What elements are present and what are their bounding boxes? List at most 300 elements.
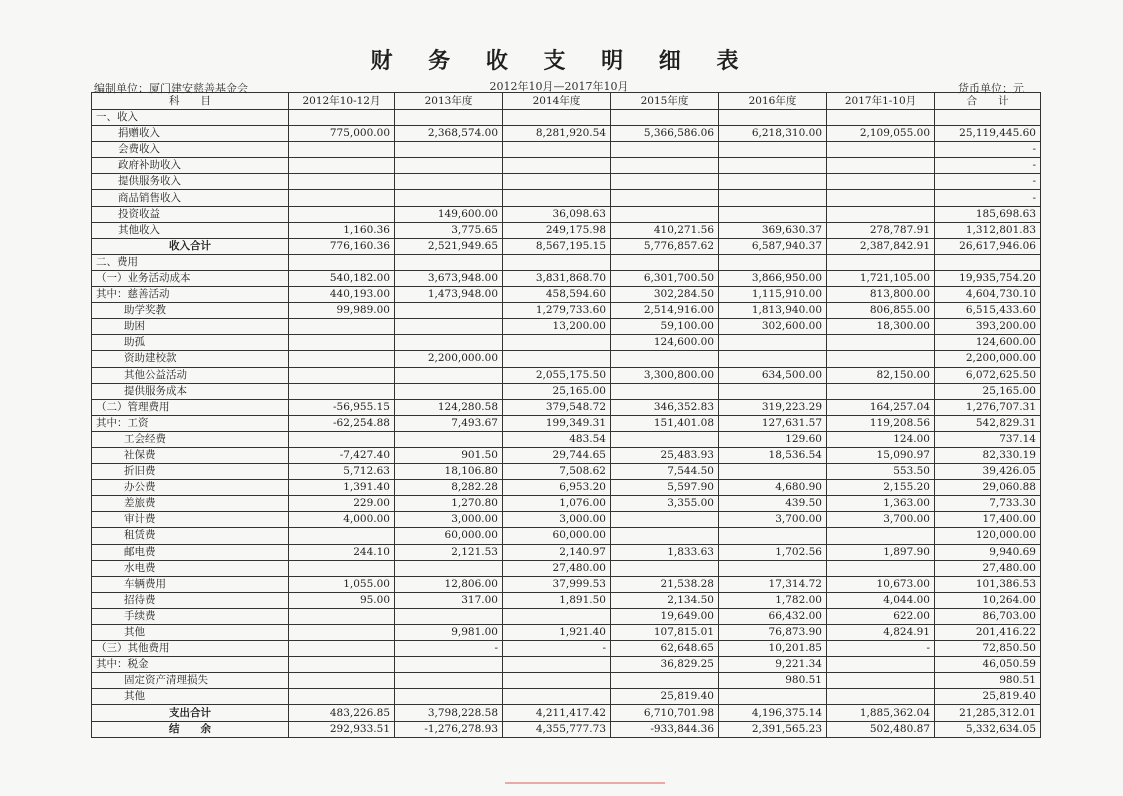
row-value-cell: 2,514,916.00 (611, 303, 719, 319)
row-value-cell: 458,594.60 (503, 287, 611, 303)
row-value-cell: 439.50 (719, 496, 827, 512)
row-value-cell (289, 158, 395, 174)
row-value-cell: 3,775.65 (395, 222, 503, 238)
row-value-cell: - (935, 142, 1041, 158)
row-label: 投资收益 (92, 206, 289, 222)
row-value-cell: 3,300,800.00 (611, 367, 719, 383)
row-value-cell: 46,050.59 (935, 657, 1041, 673)
row-value-cell (719, 335, 827, 351)
row-value-cell (719, 190, 827, 206)
row-value-cell: 540,182.00 (289, 270, 395, 286)
row-value-cell: 483.54 (503, 431, 611, 447)
row-value-cell: 5,712.63 (289, 464, 395, 480)
row-label: 其他 (92, 625, 289, 641)
column-header: 合 计 (935, 93, 1041, 110)
row-value-cell (827, 206, 935, 222)
row-label: 提供服务收入 (92, 174, 289, 190)
row-value-cell: 622.00 (827, 608, 935, 624)
row-value-cell: 2,387,842.91 (827, 238, 935, 254)
row-value-cell: 346,352.83 (611, 399, 719, 415)
row-value-cell: 4,604,730.10 (935, 287, 1041, 303)
row-value-cell (827, 383, 935, 399)
column-header: 2015年度 (611, 93, 719, 110)
row-value-cell: 6,218,310.00 (719, 126, 827, 142)
table-row (92, 625, 1041, 641)
row-value-cell: -56,955.15 (289, 399, 395, 415)
row-value-cell: 8,567,195.15 (503, 238, 611, 254)
row-value-cell: 95.00 (289, 592, 395, 608)
row-value-cell (289, 190, 395, 206)
row-value-cell (503, 657, 611, 673)
row-label: 招待费 (92, 592, 289, 608)
row-value-cell (289, 625, 395, 641)
row-value-cell: 2,134.50 (611, 592, 719, 608)
row-value-cell: 1,115,910.00 (719, 287, 827, 303)
row-value-cell: 9,981.00 (395, 625, 503, 641)
row-value-cell: 4,355,777.73 (503, 721, 611, 737)
row-value-cell: 317.00 (395, 592, 503, 608)
row-value-cell (611, 673, 719, 689)
table-row (92, 415, 1041, 431)
table-row (92, 447, 1041, 463)
row-value-cell: 26,617,946.06 (935, 238, 1041, 254)
row-value-cell (935, 254, 1041, 270)
row-value-cell (719, 560, 827, 576)
row-value-cell: 1,891.50 (503, 592, 611, 608)
row-value-cell: 1,279,733.60 (503, 303, 611, 319)
row-value-cell: 12,806.00 (395, 576, 503, 592)
row-value-cell: 66,432.00 (719, 608, 827, 624)
row-label: 车辆费用 (92, 576, 289, 592)
row-value-cell: 483,226.85 (289, 705, 395, 721)
row-value-cell: 369,630.37 (719, 222, 827, 238)
row-value-cell: 82,330.19 (935, 447, 1041, 463)
row-value-cell: 806,855.00 (827, 303, 935, 319)
row-value-cell: 13,200.00 (503, 319, 611, 335)
row-value-cell: 980.51 (719, 673, 827, 689)
row-value-cell: -1,276,278.93 (395, 721, 503, 737)
row-value-cell: 2,140.97 (503, 544, 611, 560)
row-value-cell: 10,201.85 (719, 641, 827, 657)
table-row (92, 142, 1041, 158)
row-value-cell (395, 335, 503, 351)
row-value-cell: 502,480.87 (827, 721, 935, 737)
column-header: 2012年10-12月 (289, 93, 395, 110)
row-value-cell: 151,401.08 (611, 415, 719, 431)
row-value-cell: 3,798,228.58 (395, 705, 503, 721)
row-value-cell (289, 335, 395, 351)
row-value-cell: 3,355.00 (611, 496, 719, 512)
row-value-cell (827, 351, 935, 367)
row-label: 一、收入 (92, 110, 289, 126)
row-label: 商品销售收入 (92, 190, 289, 206)
row-label: 二、费用 (92, 254, 289, 270)
row-value-cell (503, 351, 611, 367)
row-value-cell: - (935, 190, 1041, 206)
row-value-cell: 9,940.69 (935, 544, 1041, 560)
row-value-cell: 19,649.00 (611, 608, 719, 624)
row-value-cell: 3,000.00 (395, 512, 503, 528)
row-value-cell: 292,933.51 (289, 721, 395, 737)
row-value-cell: 2,055,175.50 (503, 367, 611, 383)
row-value-cell (611, 351, 719, 367)
row-value-cell: 4,000.00 (289, 512, 395, 528)
row-value-cell: 29,060.88 (935, 480, 1041, 496)
row-label: 固定资产清理损失 (92, 673, 289, 689)
row-value-cell: 249,175.98 (503, 222, 611, 238)
row-value-cell: 1,885,362.04 (827, 705, 935, 721)
row-value-cell: 440,193.00 (289, 287, 395, 303)
row-value-cell: 3,700.00 (719, 512, 827, 528)
row-value-cell: 86,703.00 (935, 608, 1041, 624)
row-value-cell: 2,109,055.00 (827, 126, 935, 142)
row-value-cell: 25,165.00 (935, 383, 1041, 399)
row-value-cell: 3,866,950.00 (719, 270, 827, 286)
row-value-cell: 278,787.91 (827, 222, 935, 238)
row-value-cell: 99,989.00 (289, 303, 395, 319)
row-value-cell (611, 206, 719, 222)
row-value-cell: 15,090.97 (827, 447, 935, 463)
row-value-cell: 25,483.93 (611, 447, 719, 463)
row-value-cell: 72,850.50 (935, 641, 1041, 657)
row-value-cell (719, 351, 827, 367)
row-value-cell (395, 431, 503, 447)
row-value-cell (395, 142, 503, 158)
row-value-cell (503, 142, 611, 158)
row-value-cell: 27,480.00 (503, 560, 611, 576)
table-row (92, 335, 1041, 351)
row-label: 租赁费 (92, 528, 289, 544)
row-value-cell: 3,700.00 (827, 512, 935, 528)
row-value-cell: 2,155.20 (827, 480, 935, 496)
row-value-cell (827, 673, 935, 689)
row-value-cell: 124,280.58 (395, 399, 503, 415)
row-value-cell: 4,196,375.14 (719, 705, 827, 721)
row-value-cell: 39,426.05 (935, 464, 1041, 480)
currency-label: 货币单位：元 (958, 82, 1024, 95)
row-value-cell (289, 319, 395, 335)
row-value-cell (827, 174, 935, 190)
row-label: 其中：税金 (92, 657, 289, 673)
row-value-cell (395, 190, 503, 206)
row-value-cell: 776,160.36 (289, 238, 395, 254)
row-value-cell (503, 335, 611, 351)
row-value-cell: 101,386.53 (935, 576, 1041, 592)
row-value-cell: 6,072,625.50 (935, 367, 1041, 383)
table-row (92, 190, 1041, 206)
row-value-cell (289, 689, 395, 705)
row-value-cell (719, 174, 827, 190)
row-value-cell: 7,733.30 (935, 496, 1041, 512)
row-value-cell (719, 110, 827, 126)
row-value-cell (611, 560, 719, 576)
row-label: 助学奖教 (92, 303, 289, 319)
row-value-cell (611, 142, 719, 158)
row-value-cell: 319,223.29 (719, 399, 827, 415)
table-row (92, 560, 1041, 576)
row-label: 其他公益活动 (92, 367, 289, 383)
row-label: 提供服务成本 (92, 383, 289, 399)
row-value-cell (395, 560, 503, 576)
table-row (92, 641, 1041, 657)
row-value-cell: 1,055.00 (289, 576, 395, 592)
row-value-cell: 2,391,565.23 (719, 721, 827, 737)
row-value-cell: 1,782.00 (719, 592, 827, 608)
row-value-cell: 2,200,000.00 (395, 351, 503, 367)
row-value-cell: 901.50 (395, 447, 503, 463)
row-label: 手续费 (92, 608, 289, 624)
table-row (92, 254, 1041, 270)
row-value-cell: 19,935,754.20 (935, 270, 1041, 286)
row-value-cell (395, 319, 503, 335)
table-row (92, 721, 1041, 737)
row-value-cell: 1,702.56 (719, 544, 827, 560)
row-value-cell: 124.00 (827, 431, 935, 447)
column-header: 科 目 (92, 93, 289, 110)
row-label: 助困 (92, 319, 289, 335)
row-value-cell: - (827, 641, 935, 657)
row-value-cell (395, 689, 503, 705)
row-value-cell (289, 110, 395, 126)
row-value-cell: 1,921.40 (503, 625, 611, 641)
row-value-cell (289, 142, 395, 158)
table-row (92, 158, 1041, 174)
table-row (92, 689, 1041, 705)
row-value-cell: 129.60 (719, 431, 827, 447)
table-row (92, 512, 1041, 528)
column-header: 2013年度 (395, 93, 503, 110)
row-value-cell (503, 158, 611, 174)
table-row (92, 238, 1041, 254)
table-row (92, 608, 1041, 624)
row-value-cell (827, 254, 935, 270)
row-value-cell: 634,500.00 (719, 367, 827, 383)
row-value-cell: 1,270.80 (395, 496, 503, 512)
row-value-cell (827, 142, 935, 158)
row-value-cell (395, 673, 503, 689)
row-value-cell: 18,106.80 (395, 464, 503, 480)
row-value-cell (289, 528, 395, 544)
row-value-cell: 2,521,949.65 (395, 238, 503, 254)
row-value-cell (503, 190, 611, 206)
row-value-cell (289, 351, 395, 367)
row-label: 助孤 (92, 335, 289, 351)
table-body (92, 110, 1041, 738)
row-value-cell: 2,200,000.00 (935, 351, 1041, 367)
table-row (92, 270, 1041, 286)
row-value-cell (503, 110, 611, 126)
row-value-cell: 6,515,433.60 (935, 303, 1041, 319)
row-value-cell: 553.50 (827, 464, 935, 480)
row-label: 收入合计 (92, 238, 289, 254)
table-row (92, 544, 1041, 560)
period-label: 2012年10月—2017年10月 (489, 80, 629, 93)
row-value-cell: 4,044.00 (827, 592, 935, 608)
row-value-cell (395, 383, 503, 399)
row-value-cell: 9,221.34 (719, 657, 827, 673)
table-row (92, 206, 1041, 222)
row-label: 审计费 (92, 512, 289, 528)
row-value-cell (719, 254, 827, 270)
row-label: 差旅费 (92, 496, 289, 512)
row-value-cell: 3,000.00 (503, 512, 611, 528)
row-value-cell: 7,508.62 (503, 464, 611, 480)
row-value-cell (395, 158, 503, 174)
row-label: 其中：慈善活动 (92, 287, 289, 303)
row-value-cell: 185,698.63 (935, 206, 1041, 222)
row-value-cell: 3,831,868.70 (503, 270, 611, 286)
table-row (92, 399, 1041, 415)
table-row (92, 673, 1041, 689)
row-value-cell (289, 367, 395, 383)
row-label: 社保费 (92, 447, 289, 463)
row-value-cell (719, 206, 827, 222)
row-value-cell (611, 174, 719, 190)
table-row (92, 110, 1041, 126)
row-value-cell: -933,844.36 (611, 721, 719, 737)
row-value-cell: 18,536.54 (719, 447, 827, 463)
column-header: 2017年1-10月 (827, 93, 935, 110)
row-value-cell (611, 431, 719, 447)
row-value-cell (289, 206, 395, 222)
row-label: 其中：工资 (92, 415, 289, 431)
row-value-cell (395, 174, 503, 190)
row-value-cell (503, 673, 611, 689)
row-value-cell: 17,400.00 (935, 512, 1041, 528)
row-value-cell: 5,597.90 (611, 480, 719, 496)
row-value-cell (289, 673, 395, 689)
row-value-cell: 1,363.00 (827, 496, 935, 512)
row-label: 其他收入 (92, 222, 289, 238)
row-value-cell: 229.00 (289, 496, 395, 512)
row-value-cell: 149,600.00 (395, 206, 503, 222)
row-label: 结 余 (92, 721, 289, 737)
row-label: 邮电费 (92, 544, 289, 560)
row-value-cell: 107,815.01 (611, 625, 719, 641)
row-value-cell (395, 254, 503, 270)
row-value-cell: 59,100.00 (611, 319, 719, 335)
row-value-cell: 1,312,801.83 (935, 222, 1041, 238)
table-row (92, 303, 1041, 319)
table-row (92, 592, 1041, 608)
row-value-cell (611, 383, 719, 399)
row-value-cell: 1,391.40 (289, 480, 395, 496)
row-value-cell: 775,000.00 (289, 126, 395, 142)
row-value-cell (827, 110, 935, 126)
row-value-cell: 6,587,940.37 (719, 238, 827, 254)
row-value-cell: 1,897.90 (827, 544, 935, 560)
row-value-cell: 25,819.40 (611, 689, 719, 705)
column-header: 2016年度 (719, 93, 827, 110)
table-row (92, 319, 1041, 335)
table-row (92, 367, 1041, 383)
table-row (92, 576, 1041, 592)
row-value-cell: 21,538.28 (611, 576, 719, 592)
row-value-cell: 1,833.63 (611, 544, 719, 560)
row-value-cell (827, 190, 935, 206)
row-value-cell: 1,721,105.00 (827, 270, 935, 286)
row-value-cell (503, 608, 611, 624)
row-label: 折旧费 (92, 464, 289, 480)
table-row (92, 705, 1041, 721)
table-row (92, 351, 1041, 367)
table-row (92, 496, 1041, 512)
row-value-cell: 36,829.25 (611, 657, 719, 673)
row-value-cell: 8,281,920.54 (503, 126, 611, 142)
row-value-cell: 27,480.00 (935, 560, 1041, 576)
row-value-cell (395, 303, 503, 319)
table-row (92, 657, 1041, 673)
row-value-cell: 25,119,445.60 (935, 126, 1041, 142)
row-value-cell: -7,427.40 (289, 447, 395, 463)
table-row (92, 528, 1041, 544)
row-value-cell: 4,211,417.42 (503, 705, 611, 721)
row-value-cell: 82,150.00 (827, 367, 935, 383)
row-label: 工会经费 (92, 431, 289, 447)
row-value-cell (719, 689, 827, 705)
row-label: （三）其他费用 (92, 641, 289, 657)
row-value-cell (289, 560, 395, 576)
row-value-cell (719, 383, 827, 399)
row-value-cell: 62,648.65 (611, 641, 719, 657)
row-value-cell (719, 158, 827, 174)
row-value-cell (611, 512, 719, 528)
row-value-cell: 6,710,701.98 (611, 705, 719, 721)
row-value-cell (611, 110, 719, 126)
row-value-cell: - (395, 641, 503, 657)
row-value-cell: 7,493.67 (395, 415, 503, 431)
row-value-cell: 5,776,857.62 (611, 238, 719, 254)
row-value-cell: 737.14 (935, 431, 1041, 447)
row-value-cell (395, 657, 503, 673)
row-value-cell: 10,264.00 (935, 592, 1041, 608)
table-row (92, 383, 1041, 399)
row-value-cell: 980.51 (935, 673, 1041, 689)
row-value-cell: 10,673.00 (827, 576, 935, 592)
row-value-cell (611, 254, 719, 270)
row-value-cell: 18,300.00 (827, 319, 935, 335)
row-value-cell (289, 383, 395, 399)
row-value-cell: 5,332,634.05 (935, 721, 1041, 737)
table-row (92, 126, 1041, 142)
row-value-cell: 3,673,948.00 (395, 270, 503, 286)
row-value-cell: 124,600.00 (935, 335, 1041, 351)
row-value-cell: 4,680.90 (719, 480, 827, 496)
row-value-cell (503, 254, 611, 270)
row-value-cell (503, 689, 611, 705)
row-value-cell (827, 158, 935, 174)
row-value-cell: 124,600.00 (611, 335, 719, 351)
row-value-cell: 1,076.00 (503, 496, 611, 512)
row-value-cell: 6,953.20 (503, 480, 611, 496)
row-value-cell (827, 560, 935, 576)
row-value-cell: 76,873.90 (719, 625, 827, 641)
row-value-cell: - (935, 158, 1041, 174)
row-value-cell: 25,819.40 (935, 689, 1041, 705)
row-value-cell: 127,631.57 (719, 415, 827, 431)
table-row (92, 480, 1041, 496)
column-header: 2014年度 (503, 93, 611, 110)
row-value-cell: 60,000.00 (503, 528, 611, 544)
row-value-cell: 1,160.36 (289, 222, 395, 238)
row-value-cell: 29,744.65 (503, 447, 611, 463)
row-value-cell (827, 528, 935, 544)
row-value-cell (503, 174, 611, 190)
row-value-cell: 60,000.00 (395, 528, 503, 544)
table-row (92, 222, 1041, 238)
row-value-cell (719, 142, 827, 158)
row-label: （一）业务活动成本 (92, 270, 289, 286)
